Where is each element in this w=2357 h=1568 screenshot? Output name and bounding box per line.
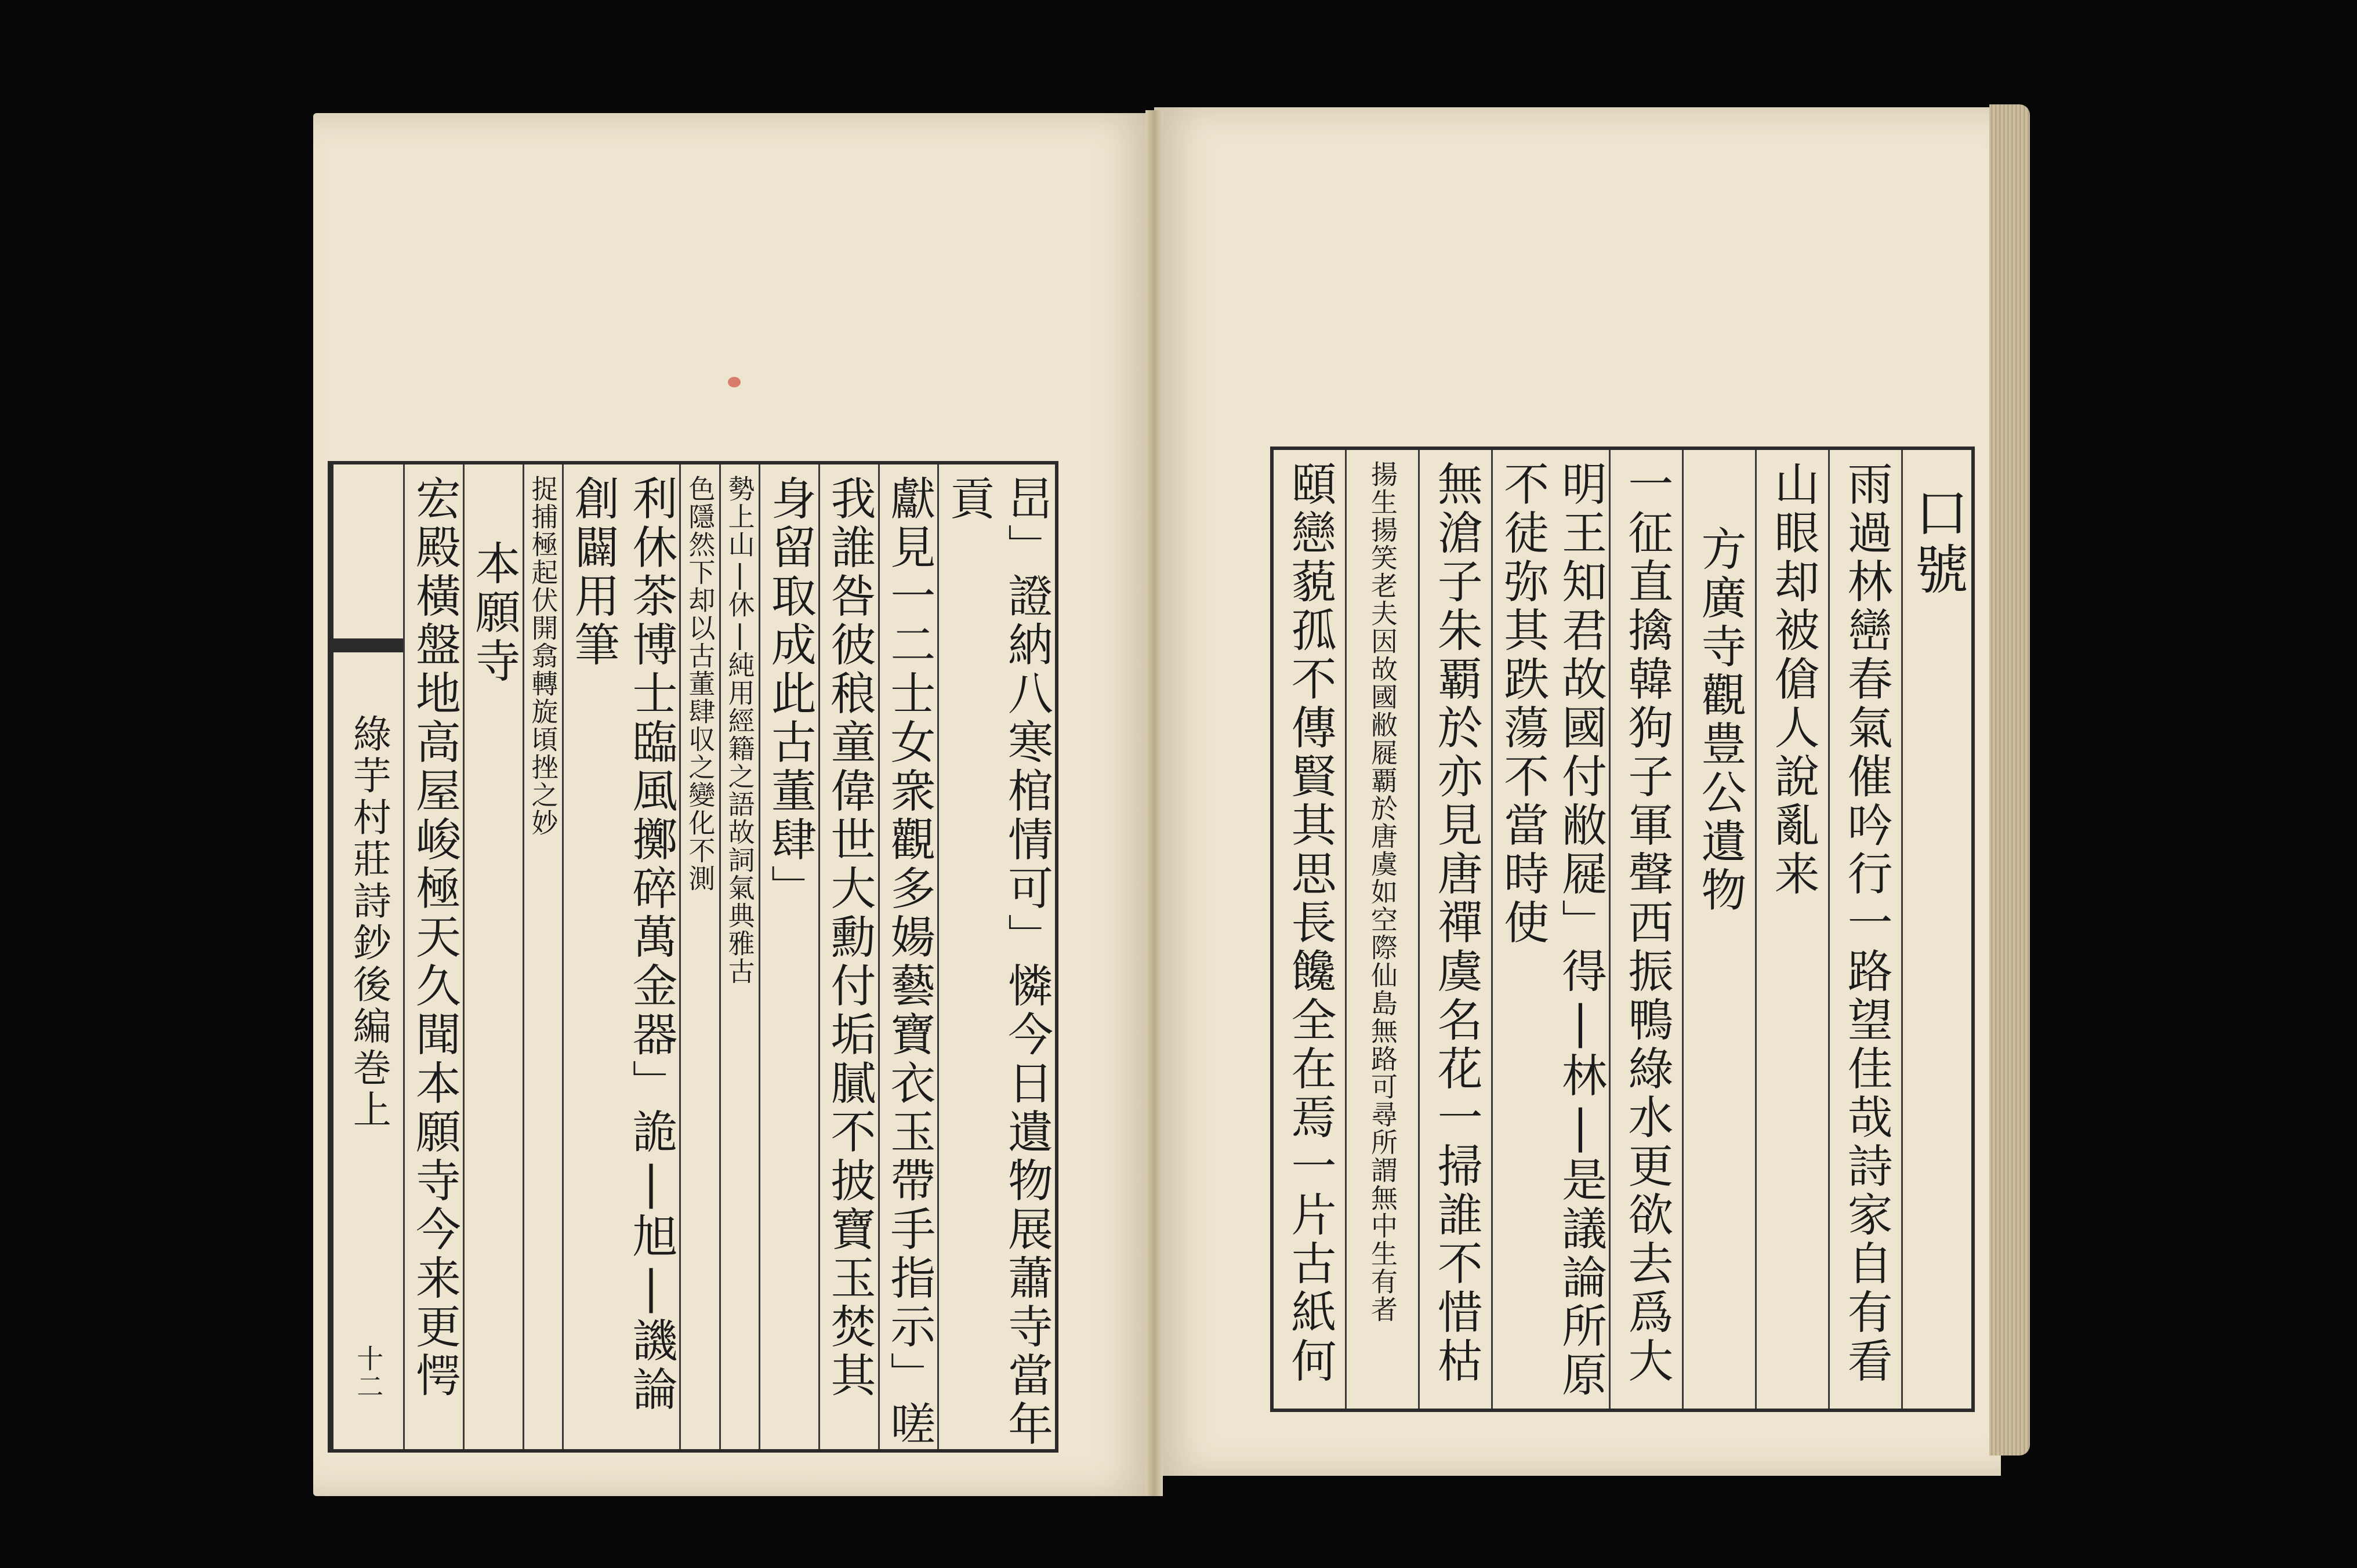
text-column: 我誰咎彼稂童偉世大勳付垢膩不披寶玉焚其 bbox=[818, 464, 878, 1449]
text-column: 旵」證納八寒棺情可」憐今日遺物展蕭寺當年貢 bbox=[937, 464, 1055, 1449]
text-column: 無滄子朱覇於亦見唐禪虞名花一掃誰不惜枯 bbox=[1418, 450, 1491, 1409]
text-column: 身留取成此古董肆」 bbox=[759, 464, 818, 1449]
poem-title-column: 口號 bbox=[1901, 450, 1971, 1409]
text-column: 山眼却被傖人說亂来 bbox=[1755, 450, 1828, 1409]
text-column: 一征直擒韓狗子軍聲西振鴨綠水更欲去爲大 bbox=[1609, 450, 1682, 1409]
text-column: 雨過林巒春氣催吟行一路望佳哉詩家自有看 bbox=[1828, 450, 1901, 1409]
text-column: 利休茶博士臨風擲碎萬金器」詭|旭|譏論創闢用筆 bbox=[562, 464, 680, 1449]
left-text-block bbox=[328, 461, 1058, 1453]
book-gutter bbox=[1145, 110, 1163, 1496]
poem-title-column: 本願寺 bbox=[463, 464, 523, 1449]
right-text-block bbox=[1270, 447, 1975, 1412]
text-column: 宏殿橫盤地高屋峻極天久聞本願寺今来更愕 bbox=[403, 464, 463, 1449]
page-edges bbox=[1989, 104, 2030, 1456]
folio-number: 十二 bbox=[353, 1345, 385, 1400]
text-column: 頤戀藐孤不傳賢其思長饞全在焉一片古紙何 bbox=[1283, 460, 1336, 1386]
commentary-column: 揚生揚笑老夫因故國敝屣覇於唐虞如空際仙島無路可尋所謂無中生有者 bbox=[1345, 450, 1418, 1409]
poem-title-column: 方廣寺觀豊公遺物 bbox=[1682, 450, 1755, 1409]
red-ink-spot bbox=[728, 377, 741, 387]
marginal-title: 綠芋村莊詩鈔後編巻上 bbox=[346, 714, 391, 1131]
text-column: 獻見一二士女衆觀多婸藝寶衣玉帶手指示」嗟 bbox=[878, 464, 938, 1449]
commentary-column: 捉捕極起伏開翕轉旋頃挫之妙 bbox=[523, 464, 562, 1449]
commentary-column: 色隱然下却以古董肆収之變化不測 bbox=[679, 464, 719, 1449]
centerfold-margin bbox=[331, 464, 403, 1449]
commentary-column: 勢上山|休|純用經籍之語故詞氣典雅古 bbox=[719, 464, 759, 1449]
text-column: 明王知君故國付敝屣」得|林|是議論所原不徒弥其跌蕩不當時使 bbox=[1491, 450, 1609, 1409]
